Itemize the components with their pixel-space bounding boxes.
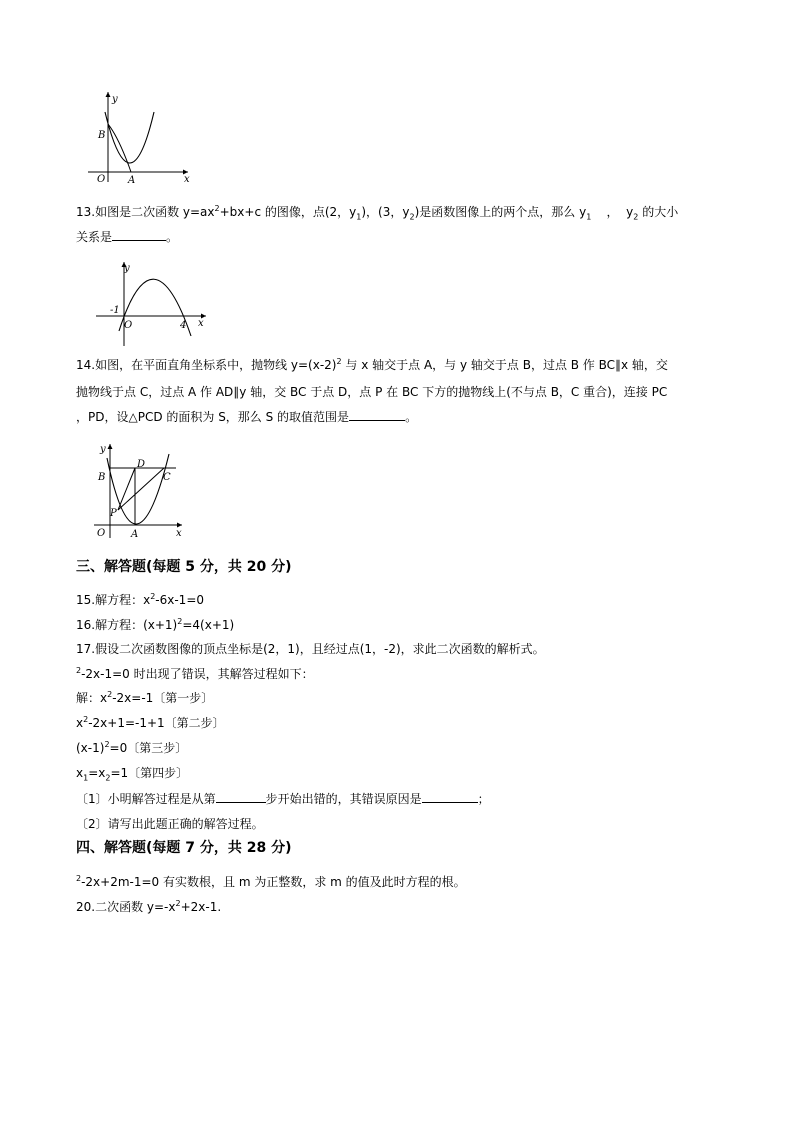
question-14-line2: 抛物线于点 C，过点 A 作 AD∥y 轴，交 BC 于点 D，点 P 在 BC 下方的抛物线上(不与点 B，C 重合)，连接 PC	[76, 385, 668, 399]
answer-blank[interactable]	[422, 790, 478, 803]
fig2-origin-label: O	[124, 320, 133, 331]
fig1-x-label: x	[184, 174, 190, 184]
section-3-heading: 三、解答题(每题 5 分，共 20 分)	[76, 559, 292, 575]
question-18-intro: $^2$-2x-1=0 时出现了错误，其解答过程如下：	[76, 666, 314, 681]
question-20: 20.二次函数 $y=-x^2+2x-1$.	[76, 899, 222, 914]
answer-blank[interactable]	[216, 790, 266, 803]
question-19: $^2$-2x+2m-1=0 有实数根，且 m 为正整数，求 m 的值及此时方程的根。	[76, 874, 466, 889]
question-14-line3: ，PD，设△PCD 的面积为 S，那么 S 的取值范围是 。	[76, 410, 418, 424]
question-18-part1: 〔1〕小明解答过程是从第 步开始出错的，其错误原因是 ；	[76, 792, 490, 806]
fig1-point-a-label: A	[128, 175, 136, 184]
fig3-point-b-label: B	[98, 472, 106, 483]
question-18-step1: 解：$x^2-2x=-1$〔第一步〕	[76, 690, 214, 705]
fig3-point-a-label: A	[131, 529, 139, 540]
answer-blank[interactable]	[112, 228, 166, 241]
question-14-line1: 14.如图，在平面直角坐标系中，抛物线 $y=(x-2)^2$ 与 x 轴交于点 A，与 y 轴交于点 B，过点 B 作 BC∥x 轴，交	[76, 357, 668, 372]
question-16: 16.解方程：$(x+1)^2=4(x+1)$	[76, 617, 235, 632]
figure-parabola-ab	[84, 88, 194, 184]
fig2-four-label: 4	[180, 320, 187, 331]
fig3-point-p-label: P	[110, 508, 117, 519]
question-15: 15.解方程：$x^2-6x-1=0$	[76, 592, 205, 607]
answer-blank[interactable]	[349, 408, 405, 421]
question-18-step2: $x^2-2x+1=-1+1$〔第二步〕	[76, 715, 225, 730]
question-18-part2: 〔2〕请写出此题正确的解答过程。	[76, 817, 264, 831]
fig2-y-label: y	[124, 263, 130, 274]
fig3-point-d-label: D	[137, 459, 146, 470]
fig3-x-label: x	[176, 528, 182, 539]
question-18-step4: $x_1=x_2=1$〔第四步〕	[76, 766, 189, 783]
fig1-point-b-label: B	[98, 130, 106, 141]
question-17: 17.假设二次函数图像的顶点坐标是(2，1)，且经过点(1，-2)，求此二次函数的解析式。	[76, 642, 545, 656]
question-13-line1: 13.如图是二次函数 $y=ax^2+bx+c$ 的图像，点(2，$y_1$)，(3，$y_2$)是函数图像上的两个点，那么 $y_1$ ， $y_2$ 的大小	[76, 204, 679, 222]
fig3-point-c-label: C	[163, 472, 171, 483]
question-18-step3: $(x-1)^2=0$〔第三步〕	[76, 740, 188, 755]
fig2-neg1-label: -1	[110, 305, 120, 316]
fig2-x-label: x	[198, 318, 204, 329]
section-4-heading: 四、解答题(每题 7 分，共 28 分)	[76, 840, 292, 856]
fig1-origin-label: O	[97, 174, 106, 184]
fig3-y-label: y	[100, 444, 106, 455]
fig3-origin-label: O	[97, 528, 106, 539]
fig1-y-label: y	[112, 94, 118, 105]
figure-parabola-bcd	[90, 440, 186, 540]
question-13-line2: 关系是 。	[76, 230, 179, 244]
figure-parabola-downward	[94, 258, 214, 348]
